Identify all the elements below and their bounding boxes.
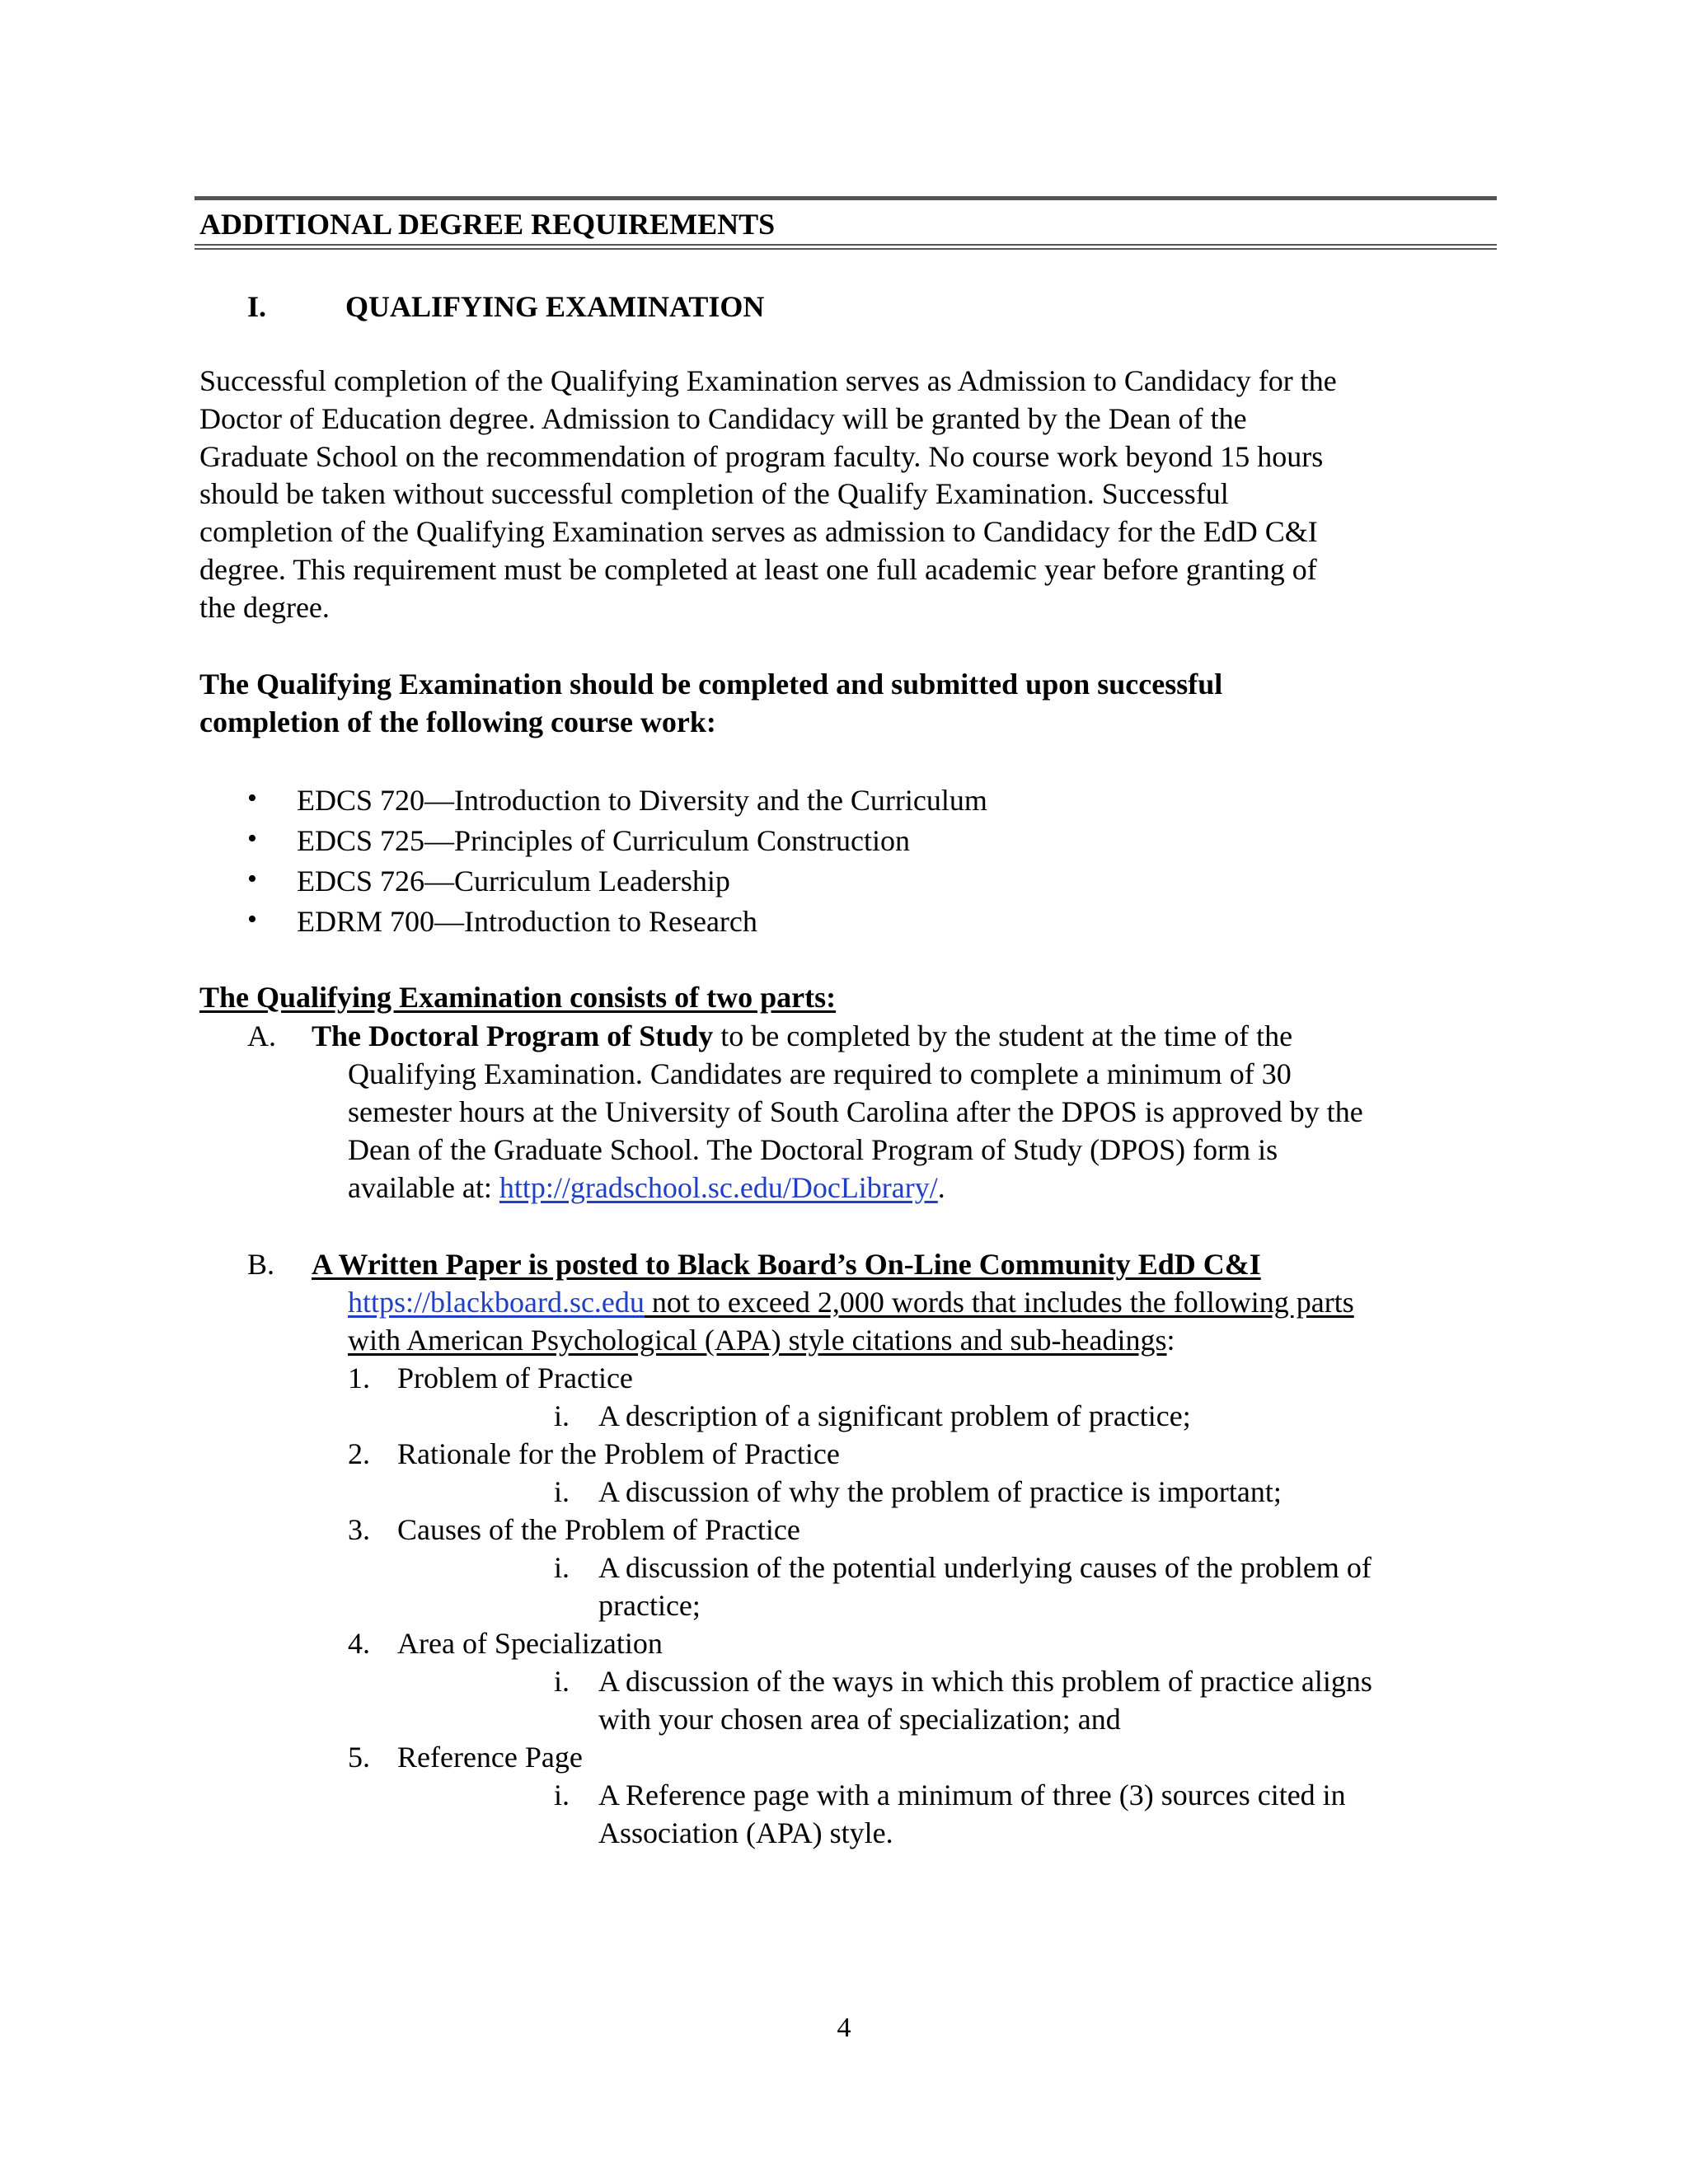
subitem-text: practice;	[598, 1589, 701, 1622]
intro-line: Doctor of Education degree. Admission to Candidacy will be granted by the Dean of the	[199, 401, 1247, 435]
subitem-number: i.	[554, 1475, 570, 1508]
header-bottom-rule-1	[195, 244, 1497, 246]
part-b-line-2-text: with American Psychological (APA) style citations and sub-headings	[348, 1324, 1167, 1357]
part-a-letter: A.	[247, 1019, 276, 1052]
doc-library-link[interactable]: http://gradschool.sc.edu/DocLibrary/	[499, 1171, 938, 1204]
part-a-last-line	[348, 1169, 945, 1207]
coursework-heading	[199, 666, 1493, 742]
item-label: Causes of the Problem of Practice	[397, 1513, 800, 1546]
part-a-bold-lead: The Doctoral Program of Study	[312, 1019, 714, 1052]
subitem-number: i.	[554, 1665, 570, 1698]
part-a-line: Qualifying Examination. Candidates are required to complete a minimum of 30	[348, 1057, 1292, 1090]
bullet-icon: •	[247, 904, 257, 935]
course-item: EDRM 700—Introduction to Research	[297, 905, 757, 938]
part-b-line-2	[348, 1321, 1175, 1359]
part-b-letter: B.	[247, 1248, 275, 1281]
section-title: QUALIFYING EXAMINATION	[345, 290, 765, 323]
course-item: EDCS 726—Curriculum Leadership	[297, 865, 730, 898]
subitem-text: A description of a significant problem of practice;	[598, 1399, 1191, 1432]
part-b-line-2-suffix: :	[1166, 1324, 1175, 1357]
intro-line: completion of the Qualifying Examination serves as admission to Candidacy for the EdD C&I	[199, 515, 1318, 549]
subitem-text: A Reference page with a minimum of three (3) sources cited in	[598, 1779, 1346, 1811]
intro-line: Successful completion of the Qualifying Examination serves as Admission to Candidacy for the	[199, 364, 1337, 397]
part-b-heading: A Written Paper is posted to Black Board’s On-Line Community EdD C&I	[312, 1248, 1261, 1281]
bullet-icon: •	[247, 783, 257, 813]
intro-paragraph	[199, 363, 1493, 627]
subitem-text: Association (APA) style.	[598, 1816, 893, 1849]
item-label: Problem of Practice	[397, 1361, 633, 1394]
header-bottom-rule-2	[195, 248, 1497, 250]
section-number: I.	[247, 290, 267, 323]
item-label: Reference Page	[397, 1741, 583, 1774]
subitem-number: i.	[554, 1399, 570, 1432]
course-item: EDCS 725—Principles of Curriculum Construction	[297, 824, 910, 857]
bullet-icon: •	[247, 864, 257, 894]
part-b-line-1-rest: not to exceed 2,000 words that includes the following parts	[644, 1286, 1354, 1319]
coursework-heading-line: completion of the following course work:	[199, 705, 716, 738]
coursework-heading-line: The Qualifying Examination should be completed and submitted upon successful	[199, 668, 1223, 701]
header-title: ADDITIONAL DEGREE REQUIREMENTS	[199, 208, 776, 241]
subitem-number: i.	[554, 1779, 570, 1811]
item-number: 4.	[348, 1627, 370, 1660]
item-number: 1.	[348, 1361, 370, 1394]
intro-line: should be taken without successful completion of the Qualify Examination. Successful	[199, 477, 1229, 511]
subitem-number: i.	[554, 1551, 570, 1584]
part-a-line: semester hours at the University of South Carolina after the DPOS is approved by the	[348, 1095, 1363, 1128]
part-b-line-1	[348, 1283, 1354, 1321]
part-a-first-line	[312, 1017, 1292, 1055]
item-label: Area of Specialization	[397, 1627, 663, 1660]
blackboard-link[interactable]: https://blackboard.sc.edu	[348, 1286, 645, 1319]
intro-line: the degree.	[199, 590, 330, 624]
part-a-last-line-suffix: .	[937, 1171, 945, 1204]
intro-line: Graduate School on the recommendation of program faculty. No course work beyond 15 hours	[199, 439, 1324, 473]
item-number: 3.	[348, 1513, 370, 1546]
intro-line: degree. This requirement must be completed at least one full academic year before granting of	[199, 552, 1317, 586]
item-number: 5.	[348, 1741, 370, 1774]
parts-heading: The Qualifying Examination consists of two parts:	[199, 981, 837, 1014]
course-item: EDCS 720—Introduction to Diversity and the Curriculum	[297, 784, 987, 817]
subitem-text: A discussion of the potential underlying causes of the problem of	[598, 1551, 1372, 1584]
subitem-text: A discussion of why the problem of practice is important;	[598, 1475, 1282, 1508]
page-number: 4	[837, 2013, 851, 2043]
item-number: 2.	[348, 1437, 370, 1470]
subitem-text: with your chosen area of specialization; and	[598, 1703, 1121, 1736]
part-a-line: Dean of the Graduate School. The Doctoral Program of Study (DPOS) form is	[348, 1133, 1278, 1166]
item-label: Rationale for the Problem of Practice	[397, 1437, 840, 1470]
subitem-text: A discussion of the ways in which this problem of practice aligns	[598, 1665, 1372, 1698]
part-a-last-line-prefix: available at:	[348, 1171, 499, 1204]
bullet-icon: •	[247, 823, 257, 854]
header-top-rule	[195, 196, 1497, 200]
part-a-first-line-rest: to be completed by the student at the time of the	[713, 1019, 1293, 1052]
